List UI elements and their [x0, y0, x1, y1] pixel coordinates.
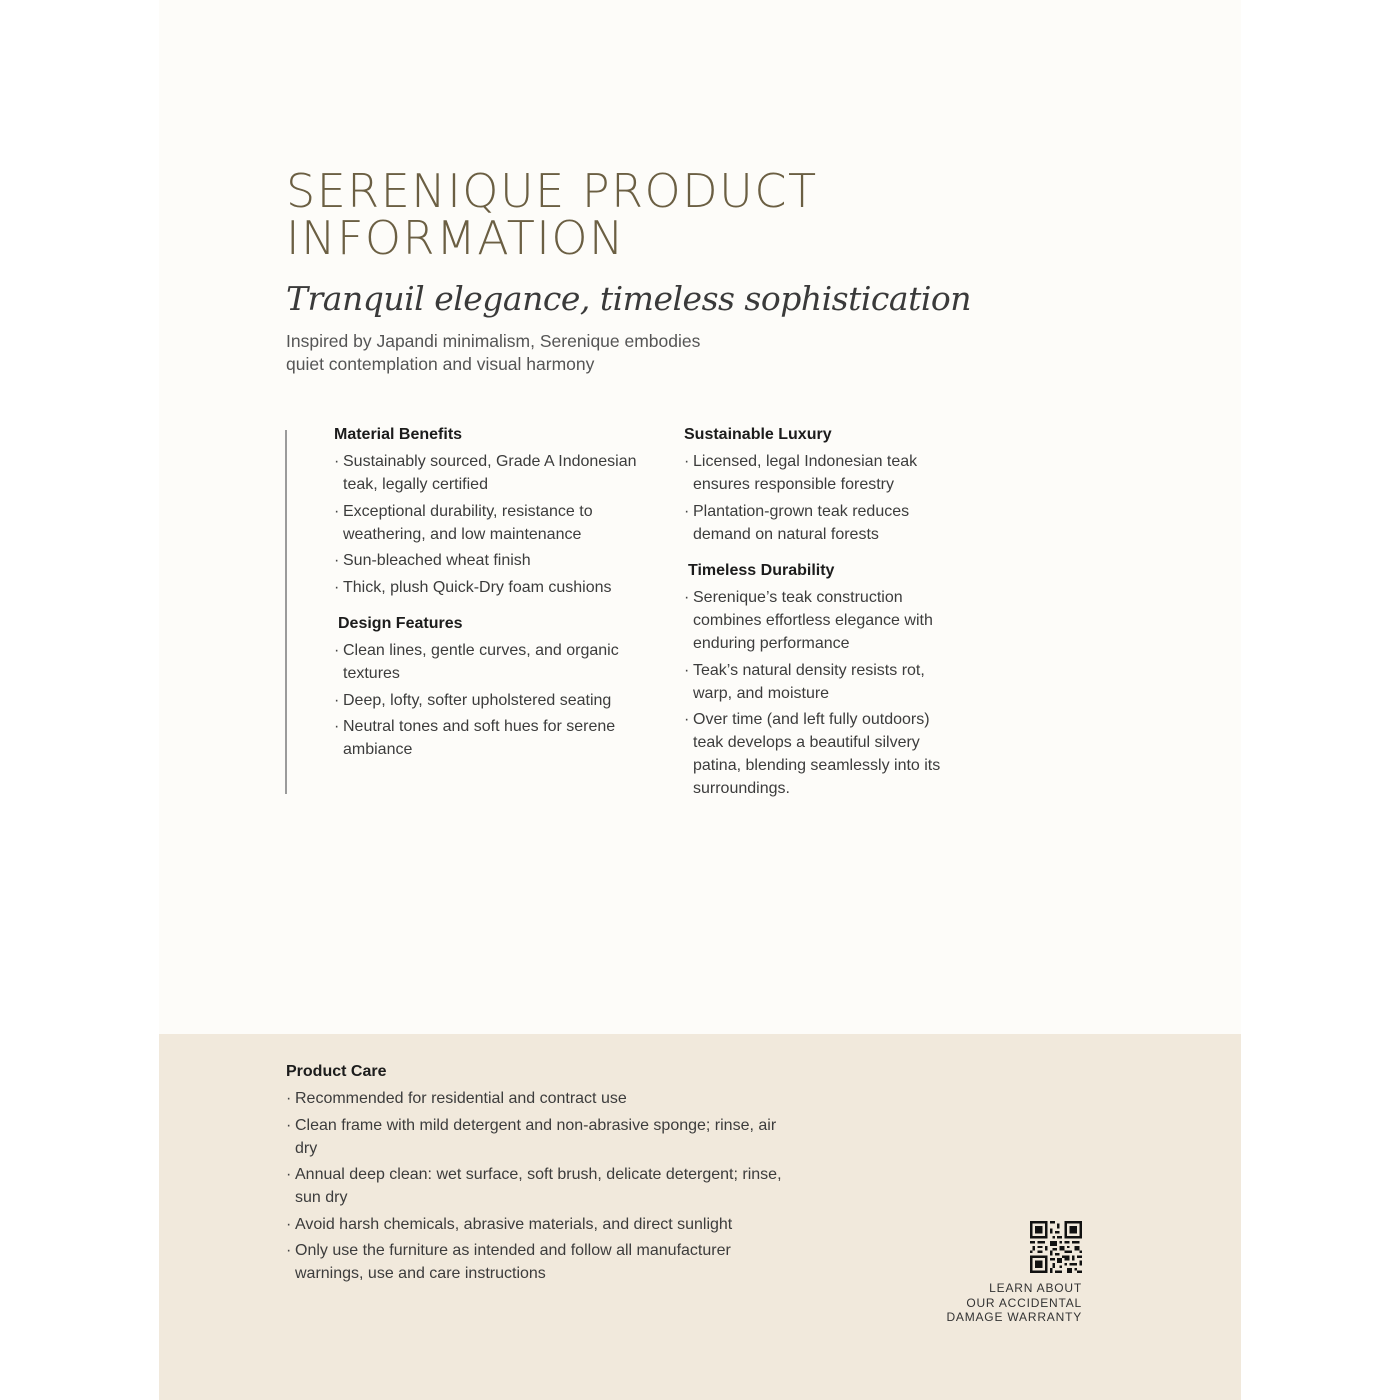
- timeless-durability-heading: Timeless Durability: [688, 562, 835, 579]
- timeless-durability-section: [684, 560, 964, 804]
- design-features-list: [334, 639, 654, 761]
- list-item: · Exceptional durability, resistance to weathering, and low maintenance: [334, 500, 654, 546]
- sustainable-luxury-list: [684, 450, 964, 546]
- material-benefits-list: [334, 450, 654, 599]
- list-item: · Serenique’s teak construction combines effortless elegance with enduring performance: [684, 586, 964, 655]
- list-item: · Sustainably sourced, Grade A Indonesian teak, legally certified: [334, 450, 654, 496]
- list-item: · Neutral tones and soft hues for serene ambiance: [334, 715, 654, 761]
- list-item: · Teak’s natural density resists rot, warp, and moisture: [684, 659, 964, 705]
- design-features-heading: Design Features: [338, 615, 463, 632]
- list-item: · Licensed, legal Indonesian teak ensures responsible forestry: [684, 450, 964, 496]
- title-line-1: SERENIQUE PRODUCT: [286, 164, 818, 218]
- list-item: · Only use the furniture as intended and follow all manufacturer warnings, use and care instructions: [286, 1239, 796, 1285]
- list-item: · Clean frame with mild detergent and non-abrasive sponge; rinse, air dry: [286, 1114, 796, 1160]
- warranty-line-2: OUR ACCIDENTAL: [966, 1295, 1082, 1310]
- product-care-heading: Product Care: [286, 1063, 387, 1080]
- warranty-link[interactable]: [946, 1281, 1082, 1325]
- timeless-durability-list: [684, 586, 964, 800]
- section-divider: [285, 430, 287, 794]
- sustainable-luxury-heading: Sustainable Luxury: [684, 426, 832, 443]
- warranty-line-1: LEARN ABOUT: [989, 1281, 1082, 1295]
- list-item: · Plantation-grown teak reduces demand on natural forests: [684, 500, 964, 546]
- product-care-section: [286, 1061, 796, 1289]
- list-item: · Thick, plush Quick-Dry foam cushions: [334, 576, 654, 599]
- material-benefits-section: [334, 424, 654, 602]
- list-item: · Over time (and left fully outdoors) teak develops a beautiful silvery patina, blending seamlessly into its surroundings.: [684, 708, 964, 800]
- title-line-2: INFORMATION: [286, 211, 625, 265]
- material-benefits-heading: Material Benefits: [334, 426, 463, 443]
- list-item: · Avoid harsh chemicals, abrasive materials, and direct sunlight: [286, 1213, 796, 1236]
- list-item: · Clean lines, gentle curves, and organic textures: [334, 639, 654, 685]
- list-item: · Deep, lofty, softer upholstered seating: [334, 689, 654, 712]
- intro-line-1: Inspired by Japandi minimalism, Serenique embodies: [286, 331, 701, 351]
- warranty-line-3: DAMAGE WARRANTY: [946, 1310, 1082, 1324]
- list-item: · Sun-bleached wheat finish: [334, 549, 654, 572]
- product-care-list: [286, 1087, 796, 1285]
- sustainable-luxury-section: [684, 424, 964, 549]
- page-title: [286, 164, 986, 265]
- list-item: · Recommended for residential and contract use: [286, 1087, 796, 1110]
- qr-code-icon[interactable]: [1030, 1221, 1082, 1273]
- list-item: · Annual deep clean: wet surface, soft brush, delicate detergent; rinse, sun dry: [286, 1163, 796, 1209]
- design-features-section: [334, 613, 654, 765]
- intro-line-2: quiet contemplation and visual harmony: [286, 354, 595, 374]
- tagline: Tranquil elegance, timeless sophistication: [286, 279, 972, 318]
- intro-text: [286, 330, 806, 376]
